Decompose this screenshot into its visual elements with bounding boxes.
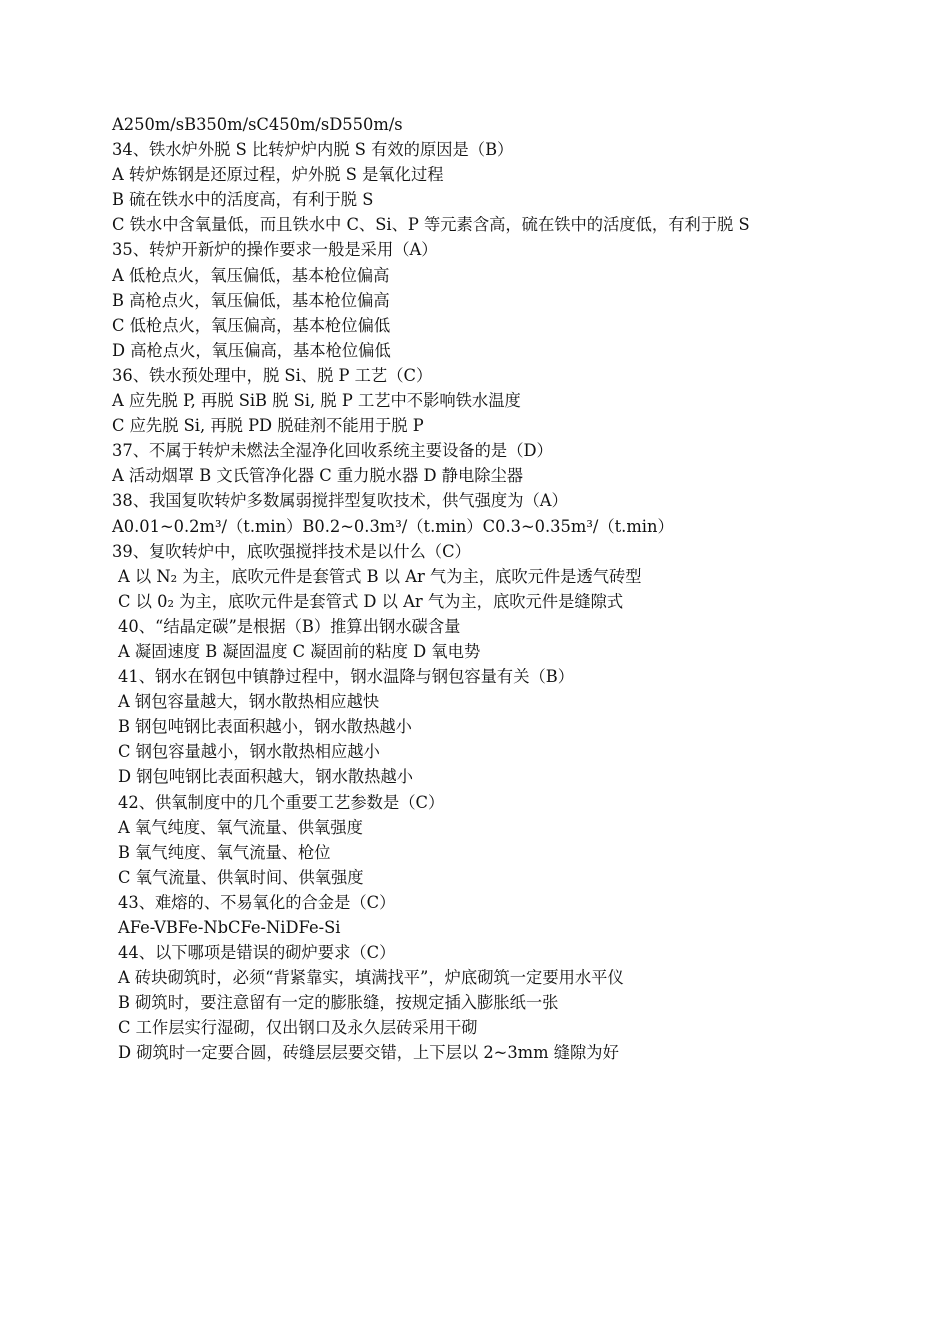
text-line: B 高枪点火，氧压偏低，基本枪位偏高 <box>112 290 390 310</box>
text-line: A250m/sB350m/sC450m/sD550m/s <box>112 115 403 134</box>
text-line: 40、“结晶定碳”是根据（B）推算出钢水碳含量 <box>118 616 461 636</box>
text-line: C 应先脱 Si, 再脱 PD 脱硅剂不能用于脱 P <box>112 416 424 436</box>
text-line: C 钢包容量越小，钢水散热相应越小 <box>118 742 380 762</box>
text-line: B 砌筑时，要注意留有一定的膨胀缝，按规定插入膨胀纸一张 <box>118 993 559 1013</box>
text-line: 43、难熔的、不易氧化的合金是（C） <box>118 892 396 912</box>
text-body <box>112 112 912 1066</box>
text-line: B 硫在铁水中的活度高，有利于脱 S <box>112 190 374 210</box>
text-line: 44、以下哪项是错误的砌炉要求（C） <box>118 943 396 963</box>
text-line: A0.01~0.2m³/（t.min）B0.2~0.3m³/（t.min）C0.3~0.35m³/（t.min） <box>112 516 674 536</box>
text-line: 37、不属于转炉未燃法全湿净化回收系统主要设备的是（D） <box>112 441 553 461</box>
text-line: C 以 0₂ 为主，底吹元件是套管式 D 以 Ar 气为主，底吹元件是缝隙式 <box>118 591 624 611</box>
text-line: 38、我国复吹转炉多数属弱搅拌型复吹技术，供气强度为（A） <box>112 491 568 511</box>
text-line: 39、复吹转炉中，底吹强搅拌技术是以什么（C） <box>112 541 471 561</box>
text-line: 41、钢水在钢包中镇静过程中，钢水温降与钢包容量有关（B） <box>118 667 574 687</box>
text-line: D 砌筑时一定要合圆，砖缝层层要交错，上下层以 2~3mm 缝隙为好 <box>118 1043 619 1063</box>
text-line: A 钢包容量越大，钢水散热相应越快 <box>118 692 380 712</box>
text-line: 34、铁水炉外脱 S 比转炉炉内脱 S 有效的原因是（B） <box>112 140 514 160</box>
text-line: 36、铁水预处理中，脱 Si、脱 P 工艺（C） <box>112 365 433 385</box>
text-line: A 应先脱 P, 再脱 SiB 脱 Si, 脱 P 工艺中不影响铁水温度 <box>112 391 521 411</box>
text-line: A 以 N₂ 为主，底吹元件是套管式 B 以 Ar 气为主，底吹元件是透气砖型 <box>118 566 642 586</box>
text-line: A 活动烟罩 B 文氏管净化器 C 重力脱水器 D 静电除尘器 <box>112 466 524 486</box>
text-line: D 钢包吨钢比表面积越大，钢水散热越小 <box>118 767 414 787</box>
text-line: A 氧气纯度、氧气流量、供氧强度 <box>118 817 363 837</box>
text-line: A 凝固速度 B 凝固温度 C 凝固前的粘度 D 氧电势 <box>118 641 481 661</box>
text-line: A 转炉炼钢是还原过程，炉外脱 S 是氧化过程 <box>112 165 444 185</box>
text-line: C 氧气流量、供氧时间、供氧强度 <box>118 867 364 887</box>
text-line: B 氧气纯度、氧气流量、枪位 <box>118 842 331 862</box>
text-line: A 低枪点火，氧压偏低，基本枪位偏高 <box>112 265 390 285</box>
text-line: B 钢包吨钢比表面积越小，钢水散热越小 <box>118 717 412 737</box>
text-line: C 铁水中含氧量低，而且铁水中 C、Si、P 等元素含高，硫在铁中的活度低，有利于脱 S <box>112 215 750 235</box>
text-line: D 高枪点火，氧压偏高，基本枪位偏低 <box>112 340 391 360</box>
text-line: C 低枪点火，氧压偏高，基本枪位偏低 <box>112 315 391 335</box>
text-line: 42、供氧制度中的几个重要工艺参数是（C） <box>118 792 445 812</box>
text-line: A 砖块砌筑时，必须“背紧靠实，填满找平”，炉底砌筑一定要用水平仪 <box>118 968 624 988</box>
text-line: 35、转炉开新炉的操作要求一般是采用（A） <box>112 240 438 260</box>
text-line: AFe-VBFe-NbCFe-NiDFe-Si <box>118 918 341 937</box>
text-line: C 工作层实行湿砌，仅出钢口及永久层砖采用干砌 <box>118 1018 478 1038</box>
